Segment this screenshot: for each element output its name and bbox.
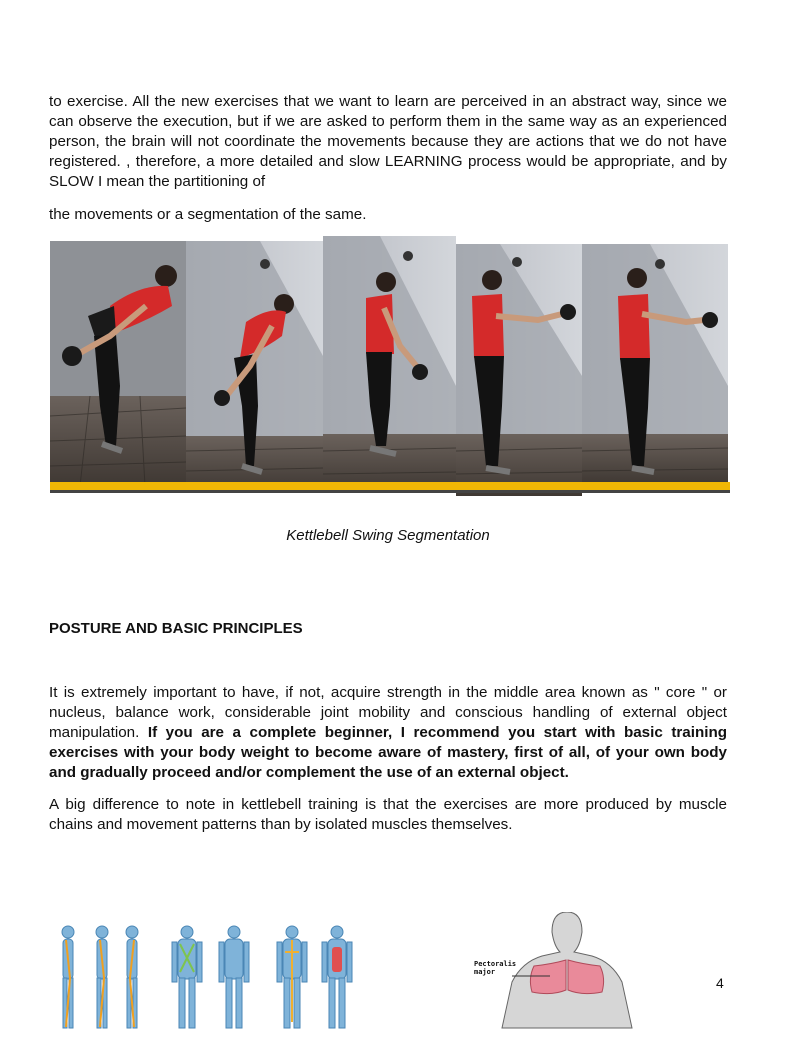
core-strength-paragraph	[49, 683, 727, 783]
page-number: 4	[716, 975, 724, 991]
swing-frame-4	[456, 244, 582, 496]
intro-paragraph: to exercise. All the new exercises that we want to learn are perceived in an abstract way, since we can observe the execution, but if we are asked to perform them in the same way as an experienced person, the brain will not coordinate the movements because they are actions that we do not have registered. , therefore, a more detailed and slow LEARNING process would be appropriate, and by SLOW I mean the partitioning of	[49, 93, 727, 190]
pectoralis-major-anatomy	[472, 912, 662, 1032]
pectoralis-label-line2: major	[474, 968, 496, 976]
beginner-recommendation-text: If you are a complete beginner, I recommend you start with basic training exercises with your body weight to become aware of mastery, first of all, of your own body and gradually proceed and/or complement the use of an external object.	[49, 724, 728, 781]
swing-frame-5	[582, 244, 728, 484]
section-heading: POSTURE AND BASIC PRINCIPLES	[49, 620, 303, 637]
pectoralis-label	[474, 960, 516, 976]
swing-frame-1	[50, 241, 186, 486]
segmentation-paragraph: the movements or a segmentation of the same.	[49, 206, 367, 223]
muscle-chains-paragraph: A big difference to note in kettlebell training is that the exercises are more produced by muscle chains and movement patterns than by isolated muscles themselves.	[49, 796, 727, 833]
kettlebell-swing-photo-strip	[50, 236, 730, 498]
swing-frame-3	[323, 236, 456, 491]
swing-frame-2	[186, 241, 323, 491]
pectoralis-label-line1: Pectoralis	[474, 960, 517, 968]
figure-caption: Kettlebell Swing Segmentation	[286, 527, 490, 544]
muscle-chain-anatomy-figures	[52, 922, 362, 1037]
core-strength-text: It is extremely important to have, if not, acquire strength in the middle area known as " core " or nucleus, balance work, considerable joint mobility and conscious handling of external object manipulation.	[49, 684, 727, 741]
